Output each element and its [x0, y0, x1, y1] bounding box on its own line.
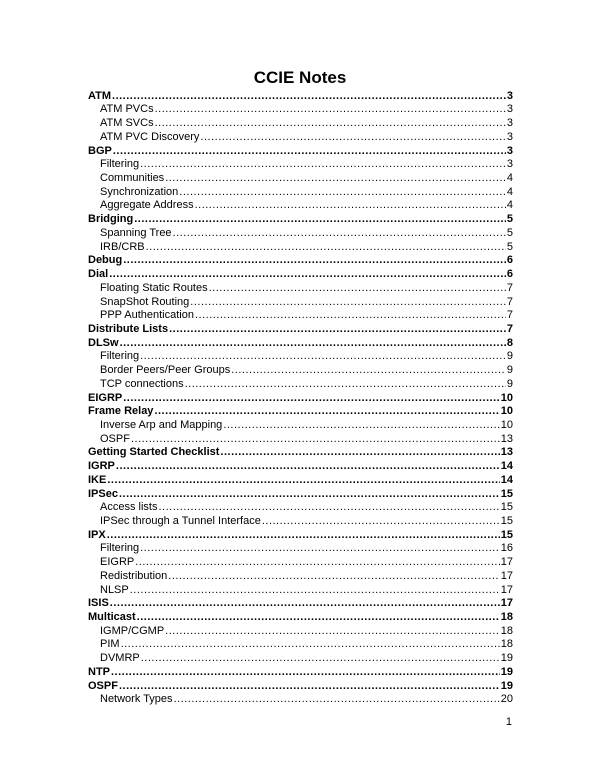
- toc-entry-label: Distribute Lists: [88, 322, 169, 335]
- toc-dot-leader: [123, 254, 506, 266]
- toc-dot-leader: [209, 282, 506, 294]
- toc-entry-page: 3: [506, 89, 513, 102]
- toc-entry-page: 5: [506, 213, 513, 226]
- toc-subentry[interactable]: [88, 308, 513, 322]
- toc-subentry[interactable]: [88, 513, 513, 527]
- toc-entry-label: ATM SVCs: [100, 117, 154, 130]
- toc-entry-label: Network Types: [100, 693, 173, 706]
- toc-subentry[interactable]: [88, 170, 513, 184]
- toc-entry-label: PIM: [100, 638, 120, 651]
- toc-entry-page: 17: [500, 556, 513, 569]
- toc-entry-page: 6: [506, 268, 513, 281]
- toc-subentry[interactable]: [88, 225, 513, 239]
- toc-entry-page: 5: [506, 240, 513, 253]
- toc-entry-page: 18: [500, 638, 513, 651]
- toc-entry-label: NLSP: [100, 583, 129, 596]
- toc-subentry[interactable]: [88, 129, 513, 143]
- toc-entry-label: Bridging: [88, 213, 134, 226]
- toc-entry-label: OSPF: [88, 679, 118, 692]
- toc-subentry[interactable]: [88, 349, 513, 363]
- toc-subentry[interactable]: [88, 692, 513, 706]
- toc-entry-page: 18: [500, 624, 513, 637]
- toc-entry-page: 7: [506, 281, 513, 294]
- toc-dot-leader: [111, 666, 500, 678]
- toc-entry[interactable]: [88, 609, 513, 623]
- toc-entry[interactable]: [88, 458, 513, 472]
- toc-dot-leader: [165, 625, 500, 637]
- toc-entry-page: 10: [500, 418, 513, 431]
- toc-entry[interactable]: [88, 266, 513, 280]
- toc-entry-page: 16: [500, 542, 513, 555]
- toc-dot-leader: [116, 460, 500, 472]
- toc-entry-page: 7: [506, 295, 513, 308]
- toc-entry-label: Redistribution: [100, 569, 168, 582]
- toc-entry-label: NTP: [88, 665, 110, 678]
- toc-dot-leader: [200, 131, 505, 143]
- toc-dot-leader: [107, 474, 499, 486]
- toc-subentry[interactable]: [88, 417, 513, 431]
- toc-entry-label: IPSec: [88, 487, 118, 500]
- toc-subentry[interactable]: [88, 294, 513, 308]
- toc-dot-leader: [135, 556, 500, 568]
- toc-entry-page: 17: [500, 583, 513, 596]
- toc-entry-label: Multicast: [88, 611, 136, 624]
- toc-entry-page: 20: [500, 693, 513, 706]
- toc-dot-leader: [165, 172, 506, 184]
- toc-entry-page: 3: [506, 144, 513, 157]
- toc-subentry[interactable]: [88, 376, 513, 390]
- toc-entry-label: IRB/CRB: [100, 240, 145, 253]
- toc-entry-label: ATM: [88, 89, 112, 102]
- toc-subentry[interactable]: [88, 623, 513, 637]
- toc-subentry[interactable]: [88, 500, 513, 514]
- toc-entry[interactable]: [88, 596, 513, 610]
- toc-entry[interactable]: [88, 321, 513, 335]
- toc-entry[interactable]: [88, 678, 513, 692]
- toc-dot-leader: [179, 186, 506, 198]
- toc-entry-page: 9: [506, 350, 513, 363]
- toc-entry-page: 15: [500, 528, 513, 541]
- toc-entry[interactable]: [88, 390, 513, 404]
- toc-entry-page: 3: [506, 117, 513, 130]
- toc-subentry[interactable]: [88, 431, 513, 445]
- toc-entry-page: 4: [506, 185, 513, 198]
- toc-entry-page: 14: [500, 460, 513, 473]
- toc-entry-label: Filtering: [100, 542, 140, 555]
- toc-entry-label: Floating Static Routes: [100, 281, 208, 294]
- toc-entry-label: IKE: [88, 473, 107, 486]
- toc-entry-label: Frame Relay: [88, 405, 154, 418]
- toc-dot-leader: [121, 638, 500, 650]
- toc-entry-label: EIGRP: [100, 556, 135, 569]
- toc-dot-leader: [134, 213, 506, 225]
- toc-entry-page: 19: [500, 665, 513, 678]
- toc-subentry[interactable]: [88, 102, 513, 116]
- toc-dot-leader: [119, 680, 500, 692]
- toc-entry[interactable]: [88, 472, 513, 486]
- toc-entry-label: EIGRP: [88, 391, 123, 404]
- toc-subentry[interactable]: [88, 541, 513, 555]
- toc-dot-leader: [131, 433, 500, 445]
- toc-entry-page: 3: [506, 158, 513, 171]
- toc-entry-label: Filtering: [100, 350, 140, 363]
- toc-dot-leader: [169, 323, 506, 335]
- toc-subentry[interactable]: [88, 198, 513, 212]
- page-number: 1: [505, 716, 512, 728]
- toc-entry[interactable]: [88, 486, 513, 500]
- toc-entry-label: Filtering: [100, 158, 140, 171]
- toc-entry-page: 6: [506, 254, 513, 267]
- toc-dot-leader: [155, 117, 506, 129]
- toc-dot-leader: [195, 309, 506, 321]
- toc-entry-label: IGMP/CGMP: [100, 624, 165, 637]
- toc-entry-label: TCP connections: [100, 377, 184, 390]
- toc-entry-page: 17: [500, 569, 513, 582]
- toc-subentry[interactable]: [88, 362, 513, 376]
- toc-entry-label: Debug: [88, 254, 123, 267]
- toc-entry[interactable]: [88, 143, 513, 157]
- toc-entry-page: 3: [506, 130, 513, 143]
- toc-entry-label: IPX: [88, 528, 106, 541]
- toc-subentry[interactable]: [88, 637, 513, 651]
- toc-entry-label: ATM PVC Discovery: [100, 130, 200, 143]
- toc-entry-label: SnapShot Routing: [100, 295, 190, 308]
- toc-entry-page: 7: [506, 309, 513, 322]
- toc-dot-leader: [123, 392, 500, 404]
- toc-entry-label: DVMRP: [100, 652, 140, 665]
- toc-entry[interactable]: [88, 253, 513, 267]
- toc-entry-page: 13: [500, 446, 513, 459]
- toc-entry-page: 4: [506, 199, 513, 212]
- toc-entry-page: 17: [500, 597, 513, 610]
- toc-entry-page: 19: [500, 652, 513, 665]
- toc-subentry[interactable]: [88, 554, 513, 568]
- toc-dot-leader: [262, 515, 500, 527]
- toc-entry-label: Aggregate Address: [100, 199, 194, 212]
- toc-subentry[interactable]: [88, 239, 513, 253]
- toc-dot-leader: [110, 597, 500, 609]
- document-title: CCIE Notes: [253, 68, 347, 87]
- toc-entry-page: 7: [506, 322, 513, 335]
- toc-dot-leader: [174, 693, 500, 705]
- toc-entry[interactable]: [88, 88, 513, 102]
- toc-entry-label: Spanning Tree: [100, 226, 172, 239]
- toc-entry-page: 13: [500, 432, 513, 445]
- toc-entry-page: 14: [500, 473, 513, 486]
- toc-entry-label: DLSw: [88, 336, 119, 349]
- toc-entry[interactable]: [88, 664, 513, 678]
- toc-entry-label: IPSec through a Tunnel Interface: [100, 515, 261, 527]
- toc-entry-page: 3: [506, 103, 513, 116]
- toc-entry-page: 4: [506, 172, 513, 185]
- toc-dot-leader: [140, 158, 506, 170]
- toc-dot-leader: [158, 501, 499, 513]
- toc-entry-label: Communities: [100, 172, 165, 185]
- toc-dot-leader: [120, 337, 506, 349]
- toc-dot-leader: [109, 268, 506, 280]
- toc-entry-label: IGRP: [88, 460, 115, 473]
- toc-entry-page: 9: [506, 364, 513, 377]
- toc-dot-leader: [190, 296, 506, 308]
- toc-subentry[interactable]: [88, 582, 513, 596]
- toc-dot-leader: [154, 405, 499, 417]
- toc-entry-label: BGP: [88, 144, 112, 157]
- toc-entry-label: ISIS: [88, 597, 109, 610]
- toc-entry-label: Access lists: [100, 501, 158, 514]
- toc-dot-leader: [112, 90, 506, 102]
- toc-dot-leader: [141, 652, 500, 664]
- toc-entry-page: 15: [500, 501, 513, 514]
- toc-dot-leader: [155, 103, 506, 115]
- toc-entry-label: Inverse Arp and Mapping: [100, 418, 223, 431]
- toc-dot-leader: [223, 419, 499, 431]
- toc-entry-page: 5: [506, 226, 513, 239]
- toc-subentry[interactable]: [88, 280, 513, 294]
- toc-entry[interactable]: [88, 211, 513, 225]
- toc-entry-page: 18: [500, 611, 513, 624]
- toc-entry[interactable]: [88, 404, 513, 418]
- toc-dot-leader: [168, 570, 499, 582]
- toc-entry-page: 10: [500, 405, 513, 418]
- toc-dot-leader: [113, 145, 506, 157]
- toc-dot-leader: [173, 227, 506, 239]
- toc-subentry[interactable]: [88, 568, 513, 582]
- toc-dot-leader: [140, 542, 500, 554]
- toc-entry-label: Dial: [88, 268, 109, 281]
- toc-entry[interactable]: [88, 445, 513, 459]
- toc-entry-page: 8: [506, 336, 513, 349]
- toc-entry-label: PPP Authentication: [100, 309, 194, 322]
- toc-entry-page: 9: [506, 377, 513, 390]
- toc-entry[interactable]: [88, 527, 513, 541]
- toc-dot-leader: [146, 241, 506, 253]
- toc-dot-leader: [185, 378, 506, 390]
- toc-entry-label: OSPF: [100, 432, 130, 445]
- toc-subentry[interactable]: [88, 115, 513, 129]
- toc-dot-leader: [220, 446, 499, 458]
- toc-subentry[interactable]: [88, 157, 513, 171]
- toc-entry-label: Getting Started Checklist: [88, 446, 220, 459]
- toc-entry[interactable]: [88, 335, 513, 349]
- toc-subentry[interactable]: [88, 650, 513, 664]
- toc-entry-page: 15: [500, 515, 513, 527]
- table-of-contents: [88, 88, 513, 705]
- toc-entry-page: 19: [500, 679, 513, 692]
- toc-dot-leader: [107, 529, 500, 541]
- toc-entry-label: ATM PVCs: [100, 103, 154, 116]
- toc-dot-leader: [231, 364, 506, 376]
- toc-dot-leader: [130, 584, 500, 596]
- toc-dot-leader: [195, 199, 506, 211]
- toc-dot-leader: [137, 611, 500, 623]
- toc-entry-page: 15: [500, 487, 513, 500]
- toc-dot-leader: [140, 350, 506, 362]
- toc-entry-page: 10: [500, 391, 513, 404]
- toc-entry-label: Border Peers/Peer Groups: [100, 364, 231, 377]
- toc-dot-leader: [119, 488, 500, 500]
- toc-entry-label: Synchronization: [100, 185, 179, 198]
- toc-subentry[interactable]: [88, 184, 513, 198]
